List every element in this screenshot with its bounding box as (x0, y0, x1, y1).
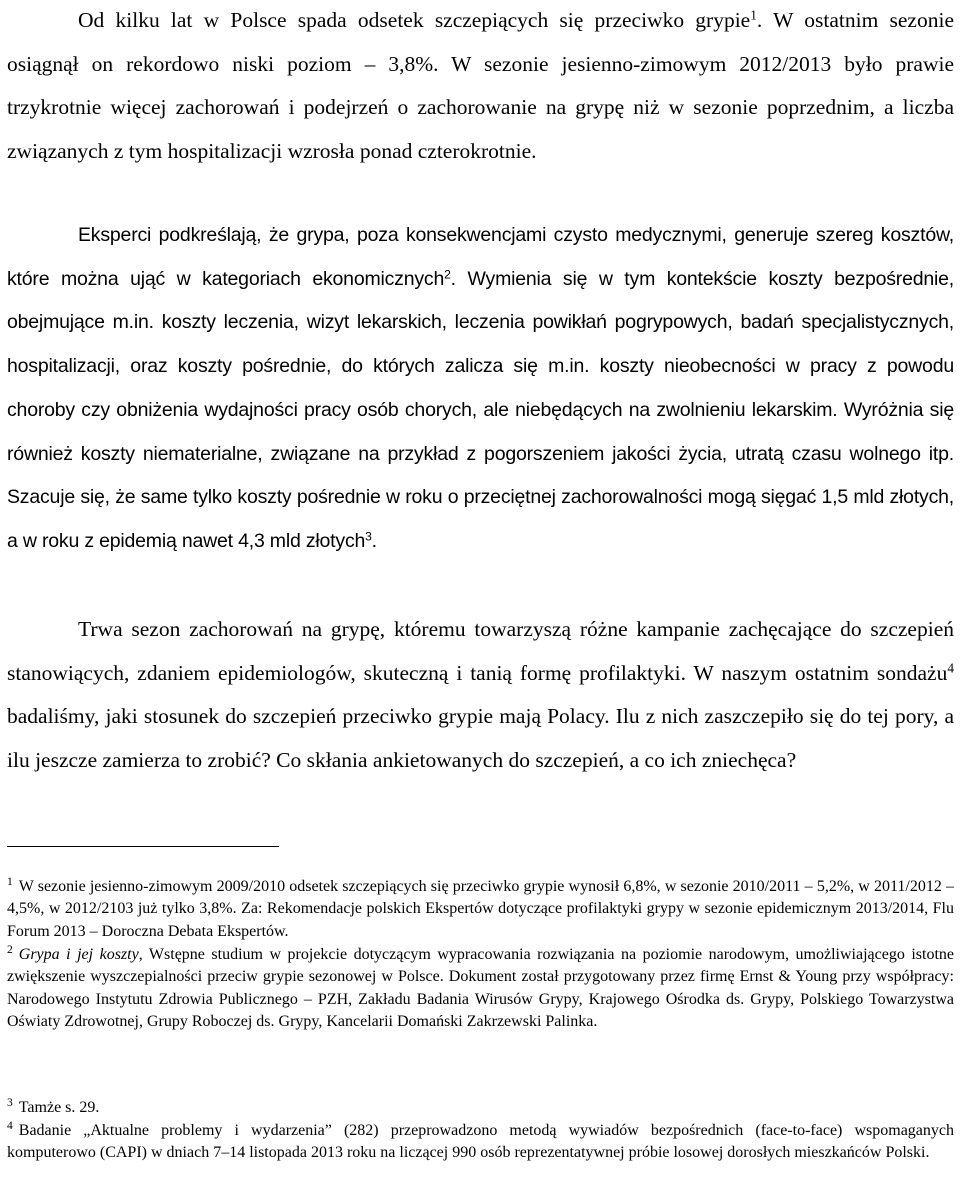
footnote-3 (7, 1097, 954, 1119)
footnote-1 (7, 876, 954, 943)
footnote-number: 4 (7, 1120, 13, 1133)
footnote-number: 1 (7, 876, 13, 889)
paragraph-intro-text-a: Od kilku lat w Polsce spada odsetek szczepiących się przeciwko grypie (78, 8, 751, 32)
paragraph-costs (7, 214, 954, 564)
footnote-number: 2 (7, 944, 13, 957)
footnote-number: 3 (7, 1097, 13, 1110)
paragraph-survey-text-a: Trwa sezon zachorowań na grypę, któremu towarzyszą różne kampanie zachęcające do szczepień stanowiących, zdaniem epidemiologów, skuteczną i tanią formę profilaktyki. W naszym ostatnim sondażu (7, 617, 954, 685)
footnote-separator (7, 846, 279, 847)
footnote-2 (7, 944, 954, 1034)
footnote-ref-3[interactable]: 3 (365, 529, 372, 544)
footnote-ref-2[interactable]: 2 (444, 267, 451, 282)
paragraph-costs-text-a: Eksperci podkreślają, że grypa, poza konsekwencjami czysto medycznymi, generuje szereg kosztów, które można ująć w kategoriach ekonomicznych (7, 224, 954, 290)
footnote-text: , Wstępne studium w projekcie dotyczącym wypracowania rozwiązania na poziomie narodowym, umożliwiającego istotne zwiększenie wyszczepialności przeciw grypie sezonowej w Polsce. Dokument został przygotowany przez firmę Ernst & Young przy współpracy: Narodowego Instytutu Zdrowia Publicznego – PZH, Zakładu Badania Wirusów Grypy, Krajowego Ośrodka ds. Grypy, Polskiego Towarzystwa Oświaty Zdrowotnej, Grupy Roboczej ds. Grypy, Kancelarii Domański Zakrzewski Palinka. (7, 946, 955, 1031)
paragraph-intro (7, 0, 954, 174)
footnote-source-title: Grypa i jej koszty (18, 946, 139, 963)
footnote-text: Tamże s. 29. (18, 1099, 100, 1116)
footnote-4 (7, 1120, 954, 1165)
paragraph-survey-text-b: badaliśmy, jaki stosunek do szczepień przeciwko grypie mają Polacy. Ilu z nich zaszczepiło się do tej pory, a ilu jeszcze zamierza to zrobić? Co skłania ankietowanych do szczepień, a co ich zniechęca? (7, 704, 954, 773)
paragraph-costs-text-c: . (371, 529, 377, 552)
footnote-text: W sezonie jesienno-zimowym 2009/2010 odsetek szczepiących się przeciwko grypie wynosił 6,8%, w sezonie 2010/2011 – 5,2%, w 2011/2012 – 4,5%, w 2012/2103 już tylko 3,8%. Za: Rekomendacje polskich Ekspertów dotyczące profilaktyki grypy w sezonie epidemicznym 2013/2014, Flu Forum 2013 – Doroczna Debata Ekspertów. (7, 878, 954, 940)
footnote-ref-4[interactable]: 4 (947, 660, 954, 676)
paragraph-survey (7, 608, 954, 783)
paragraph-intro-text-b: . W ostatnim sezonie osiągnął on rekordowo niski poziom – 3,8%. W sezonie jesienno-zimowym 2012/2013 było prawie trzykrotnie więcej zachorowań i podejrzeń o zachorowanie na grypę niż w sezonie poprzednim, a liczba związanych z tym hospitalizacji wzrosła ponad czterokrotnie. (7, 8, 954, 164)
paragraph-costs-text-b: . Wymienia się w tym kontekście koszty bezpośrednie, obejmujące m.in. koszty leczenia, wizyt lekarskich, leczenia powikłań pogrypowych, badań specjalistycznych, hospitalizacji, oraz koszty pośrednie, do których zalicza się m.in. koszty nieobecności w pracy z powodu choroby czy obniżenia wydajności pracy osób chorych, ale niebędących na zwolnieniu lekarskim. Wyróżnia się również koszty niematerialne, związane na przykład z pogorszeniem jakości życia, utratą czasu wolnego itp. Szacuje się, że same tylko koszty pośrednie w roku o przeciętnej zachorowalności mogą sięgać 1,5 mld złotych, a w roku z epidemią nawet 4,3 mld złotych (7, 267, 955, 552)
footnote-text: Badanie „Aktualne problemy i wydarzenia” (282) przeprowadzono metodą wywiadów bezpośrednich (face-to-face) wspomaganych komputerowo (CAPI) w dniach 7–14 listopada 2013 roku na liczącej 990 osób reprezentatywnej próbie losowej dorosłych mieszkańców Polski. (7, 1122, 954, 1162)
footnote-ref-1[interactable]: 1 (750, 7, 757, 23)
